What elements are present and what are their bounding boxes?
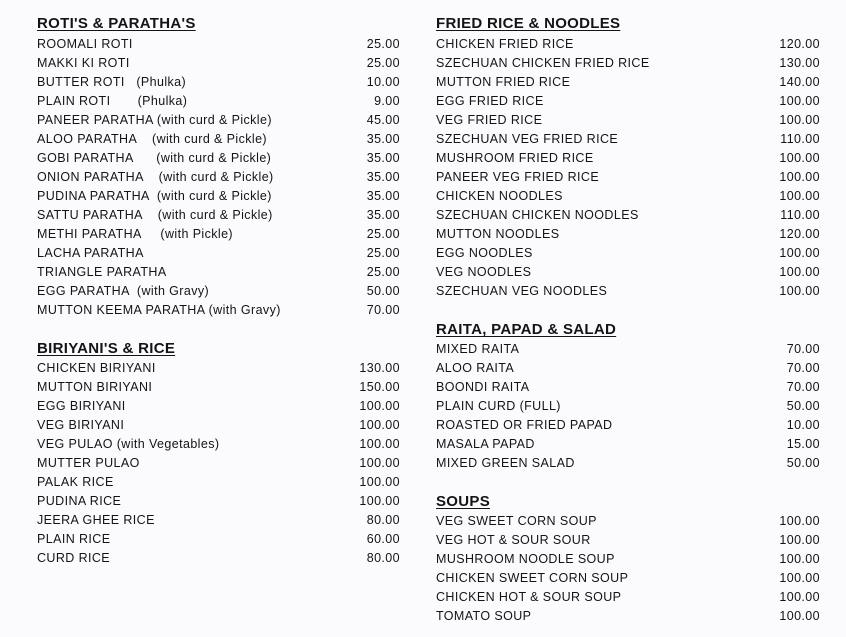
item-name	[37, 92, 187, 111]
menu-item	[37, 454, 400, 473]
item-name: SZECHUAN CHICKEN FRIED RICE	[436, 56, 650, 70]
menu-item	[37, 416, 400, 435]
item-price: 100.00	[779, 533, 820, 547]
item-note: (with curd & Pickle)	[133, 151, 272, 165]
item-name	[37, 530, 110, 549]
item-price: 35.00	[366, 151, 400, 165]
menu-item	[37, 378, 400, 397]
item-price: 35.00	[366, 170, 400, 184]
menu-item	[37, 530, 400, 549]
menu-item	[436, 206, 820, 225]
item-price: 80.00	[366, 551, 400, 565]
item-name	[37, 492, 121, 511]
item-price: 100.00	[779, 284, 820, 298]
item-name	[37, 473, 114, 492]
menu-item	[37, 225, 400, 244]
menu-item	[37, 149, 400, 168]
item-price: 10.00	[786, 418, 820, 432]
item-name: TOMATO SOUP	[436, 609, 532, 623]
menu-item	[436, 435, 820, 454]
item-name-text: MUTTON KEEMA PARATHA	[37, 303, 205, 317]
item-price: 130.00	[779, 56, 820, 70]
item-name	[37, 187, 272, 206]
item-price: 100.00	[359, 418, 400, 432]
item-name	[37, 130, 267, 149]
item-name: EGG NOODLES	[436, 246, 533, 260]
menu-item	[436, 359, 820, 378]
item-price: 100.00	[779, 514, 820, 528]
menu-item	[37, 130, 400, 149]
item-name-text: MAKKI KI ROTI	[37, 56, 130, 70]
item-price: 100.00	[359, 399, 400, 413]
item-name-text: PANEER PARATHA	[37, 113, 154, 127]
item-name	[37, 511, 155, 530]
item-name	[37, 225, 233, 244]
item-name-text: MUTTER PULAO	[37, 456, 140, 470]
item-name	[37, 54, 130, 73]
menu-item	[436, 111, 820, 130]
menu-item	[37, 92, 400, 111]
item-name: CHICKEN NOODLES	[436, 189, 563, 203]
menu-item	[436, 607, 820, 626]
item-name-text: LACHA PARATHA	[37, 246, 144, 260]
item-price: 9.00	[374, 94, 400, 108]
menu-item	[436, 512, 820, 531]
menu-item	[436, 54, 820, 73]
item-name: SZECHUAN VEG NOODLES	[436, 284, 608, 298]
item-price: 100.00	[359, 437, 400, 451]
item-price: 100.00	[779, 609, 820, 623]
menu-item	[436, 416, 820, 435]
menu-item	[37, 282, 400, 301]
item-price: 130.00	[359, 361, 400, 375]
item-price: 100.00	[359, 475, 400, 489]
menu-item	[37, 359, 400, 378]
item-price: 25.00	[366, 246, 400, 260]
item-price: 100.00	[779, 552, 820, 566]
menu-item	[37, 187, 400, 206]
item-note: (with curd & Pickle)	[149, 189, 272, 203]
item-price: 35.00	[366, 132, 400, 146]
menu-item	[436, 550, 820, 569]
menu-item	[436, 282, 820, 301]
item-name	[37, 263, 167, 282]
menu-item	[436, 73, 820, 92]
item-note: (with curd & Pickle)	[142, 208, 273, 222]
item-name-text: CURD RICE	[37, 551, 111, 565]
menu-item	[436, 168, 820, 187]
item-price: 70.00	[786, 361, 820, 375]
item-name: VEG NOODLES	[436, 265, 532, 279]
item-note: (Phulka)	[124, 75, 187, 89]
item-name	[37, 549, 110, 568]
item-name-text: GOBI PARATHA	[37, 151, 134, 165]
item-name	[37, 378, 152, 397]
item-price: 100.00	[779, 246, 820, 260]
menu-item	[37, 301, 400, 320]
item-name-text: JEERA GHEE RICE	[37, 513, 155, 527]
menu-item	[37, 397, 400, 416]
item-price: 25.00	[366, 56, 400, 70]
menu-item	[436, 92, 820, 111]
section-title-soups: SOUPS	[436, 493, 491, 510]
item-name: MIXED RAITA	[436, 342, 520, 356]
item-price: 110.00	[780, 208, 820, 222]
menu-item	[37, 206, 400, 225]
menu-item	[37, 549, 400, 568]
item-price: 50.00	[786, 399, 820, 413]
item-price: 100.00	[779, 94, 820, 108]
item-name-text: METHI PARATHA	[37, 227, 142, 241]
menu-item	[37, 111, 400, 130]
item-name-text: PUDINA PARATHA	[37, 189, 150, 203]
item-price: 100.00	[779, 265, 820, 279]
item-price: 120.00	[779, 37, 820, 51]
item-name	[37, 416, 124, 435]
item-name-text: EGG BIRIYANI	[37, 399, 126, 413]
item-name	[37, 397, 126, 416]
menu-item	[37, 35, 400, 54]
item-note: (with curd & Pickle)	[153, 113, 272, 127]
item-name: BOONDI RAITA	[436, 380, 530, 394]
item-name-text: PLAIN ROTI	[37, 94, 111, 108]
item-name: SZECHUAN CHICKEN NOODLES	[436, 208, 639, 222]
menu-item	[37, 263, 400, 282]
item-name: CHICKEN FRIED RICE	[436, 37, 574, 51]
section-title-biriyani-rice: BIRIYANI'S & RICE	[37, 340, 176, 357]
item-name-text: TRIANGLE PARATHA	[37, 265, 167, 279]
menu-item	[37, 244, 400, 263]
menu-item	[436, 397, 820, 416]
menu-item	[436, 531, 820, 550]
item-name-text: VEG PULAO	[37, 437, 113, 451]
item-name	[37, 435, 219, 454]
item-name: MUTTON NOODLES	[436, 227, 560, 241]
item-name: VEG SWEET CORN SOUP	[436, 514, 597, 528]
menu-item	[436, 35, 820, 54]
item-name: CHICKEN SWEET CORN SOUP	[436, 571, 629, 585]
item-name: MIXED GREEN SALAD	[436, 456, 575, 470]
item-name	[37, 149, 271, 168]
item-name: CHICKEN HOT & SOUR SOUP	[436, 590, 622, 604]
item-price: 140.00	[779, 75, 820, 89]
item-name	[37, 111, 272, 130]
menu-item	[37, 54, 400, 73]
menu-item	[37, 73, 400, 92]
item-name: EGG FRIED RICE	[436, 94, 544, 108]
item-name: SZECHUAN VEG FRIED RICE	[436, 132, 619, 146]
item-name-text: PLAIN RICE	[37, 532, 111, 546]
menu-item	[436, 130, 820, 149]
item-price: 25.00	[366, 265, 400, 279]
item-price: 100.00	[779, 189, 820, 203]
item-name: MUSHROOM FRIED RICE	[436, 151, 594, 165]
item-name: VEG HOT & SOUR SOUR	[436, 533, 591, 547]
item-price: 120.00	[779, 227, 820, 241]
item-note: (with Vegetables)	[112, 437, 220, 451]
item-price: 60.00	[366, 532, 400, 546]
section-title-raita-papad-salad: RAITA, PAPAD & SALAD	[436, 321, 617, 338]
item-name	[37, 282, 209, 301]
menu-item	[37, 168, 400, 187]
item-name	[37, 244, 144, 263]
item-name-text: CHICKEN BIRIYANI	[37, 361, 156, 375]
item-name-text: ALOO PARATHA	[37, 132, 137, 146]
item-note: (Phulka)	[110, 94, 188, 108]
item-price: 45.00	[366, 113, 400, 127]
item-price: 100.00	[779, 571, 820, 585]
item-price: 100.00	[779, 590, 820, 604]
item-name-text: BUTTER ROTI	[37, 75, 125, 89]
item-name: ROASTED OR FRIED PAPAD	[436, 418, 613, 432]
item-name	[37, 301, 281, 320]
item-name-text: EGG PARATHA	[37, 284, 130, 298]
menu-item	[436, 454, 820, 473]
item-note: (with curd & Pickle)	[136, 132, 267, 146]
item-name	[37, 168, 274, 187]
item-price: 25.00	[366, 37, 400, 51]
item-name	[37, 454, 140, 473]
menu-item	[436, 263, 820, 282]
item-name-text: SATTU PARATHA	[37, 208, 143, 222]
menu-item	[37, 492, 400, 511]
item-price: 100.00	[779, 170, 820, 184]
menu-item	[436, 225, 820, 244]
item-name: ALOO RAITA	[436, 361, 515, 375]
item-price: 100.00	[779, 113, 820, 127]
item-price: 100.00	[359, 494, 400, 508]
item-name-text: PALAK RICE	[37, 475, 114, 489]
item-name-text: ROOMALI ROTI	[37, 37, 133, 51]
menu-item	[436, 149, 820, 168]
section-title-roti-paratha: ROTI'S & PARATHA'S	[37, 15, 196, 32]
item-name	[37, 73, 186, 92]
item-name: PLAIN CURD (FULL)	[436, 399, 561, 413]
item-price: 150.00	[359, 380, 400, 394]
item-name	[37, 359, 156, 378]
item-name	[37, 35, 133, 54]
item-price: 10.00	[366, 75, 400, 89]
item-name: PANEER VEG FRIED RICE	[436, 170, 600, 184]
section-title-fried-rice-noodles: FRIED RICE & NOODLES	[436, 15, 621, 32]
item-name: MUSHROOM NOODLE SOUP	[436, 552, 615, 566]
item-note: (with Gravy)	[129, 284, 210, 298]
item-note: (with Pickle)	[141, 227, 233, 241]
item-price: 15.00	[786, 437, 820, 451]
item-price: 70.00	[786, 342, 820, 356]
item-price: 100.00	[779, 151, 820, 165]
menu-item	[436, 187, 820, 206]
item-price: 70.00	[366, 303, 400, 317]
menu-item	[436, 378, 820, 397]
item-note: (with Gravy)	[204, 303, 281, 317]
item-price: 35.00	[366, 189, 400, 203]
item-price: 25.00	[366, 227, 400, 241]
item-name-text: ONION PARATHA	[37, 170, 144, 184]
item-price: 80.00	[366, 513, 400, 527]
menu-item	[37, 511, 400, 530]
menu-item	[436, 340, 820, 359]
menu-item	[436, 588, 820, 607]
item-price: 35.00	[366, 208, 400, 222]
item-name-text: PUDINA RICE	[37, 494, 122, 508]
item-name: MASALA PAPAD	[436, 437, 535, 451]
item-price: 50.00	[786, 456, 820, 470]
item-price: 50.00	[366, 284, 400, 298]
menu-item	[37, 473, 400, 492]
item-price: 70.00	[786, 380, 820, 394]
item-price: 110.00	[780, 132, 820, 146]
item-name	[37, 206, 273, 225]
item-name: MUTTON FRIED RICE	[436, 75, 571, 89]
menu-item	[436, 244, 820, 263]
item-note: (with curd & Pickle)	[143, 170, 274, 184]
menu-item	[436, 569, 820, 588]
menu-item	[37, 435, 400, 454]
item-name: VEG FRIED RICE	[436, 113, 543, 127]
item-name-text: MUTTON BIRIYANI	[37, 380, 153, 394]
item-name-text: VEG BIRIYANI	[37, 418, 125, 432]
item-price: 100.00	[359, 456, 400, 470]
